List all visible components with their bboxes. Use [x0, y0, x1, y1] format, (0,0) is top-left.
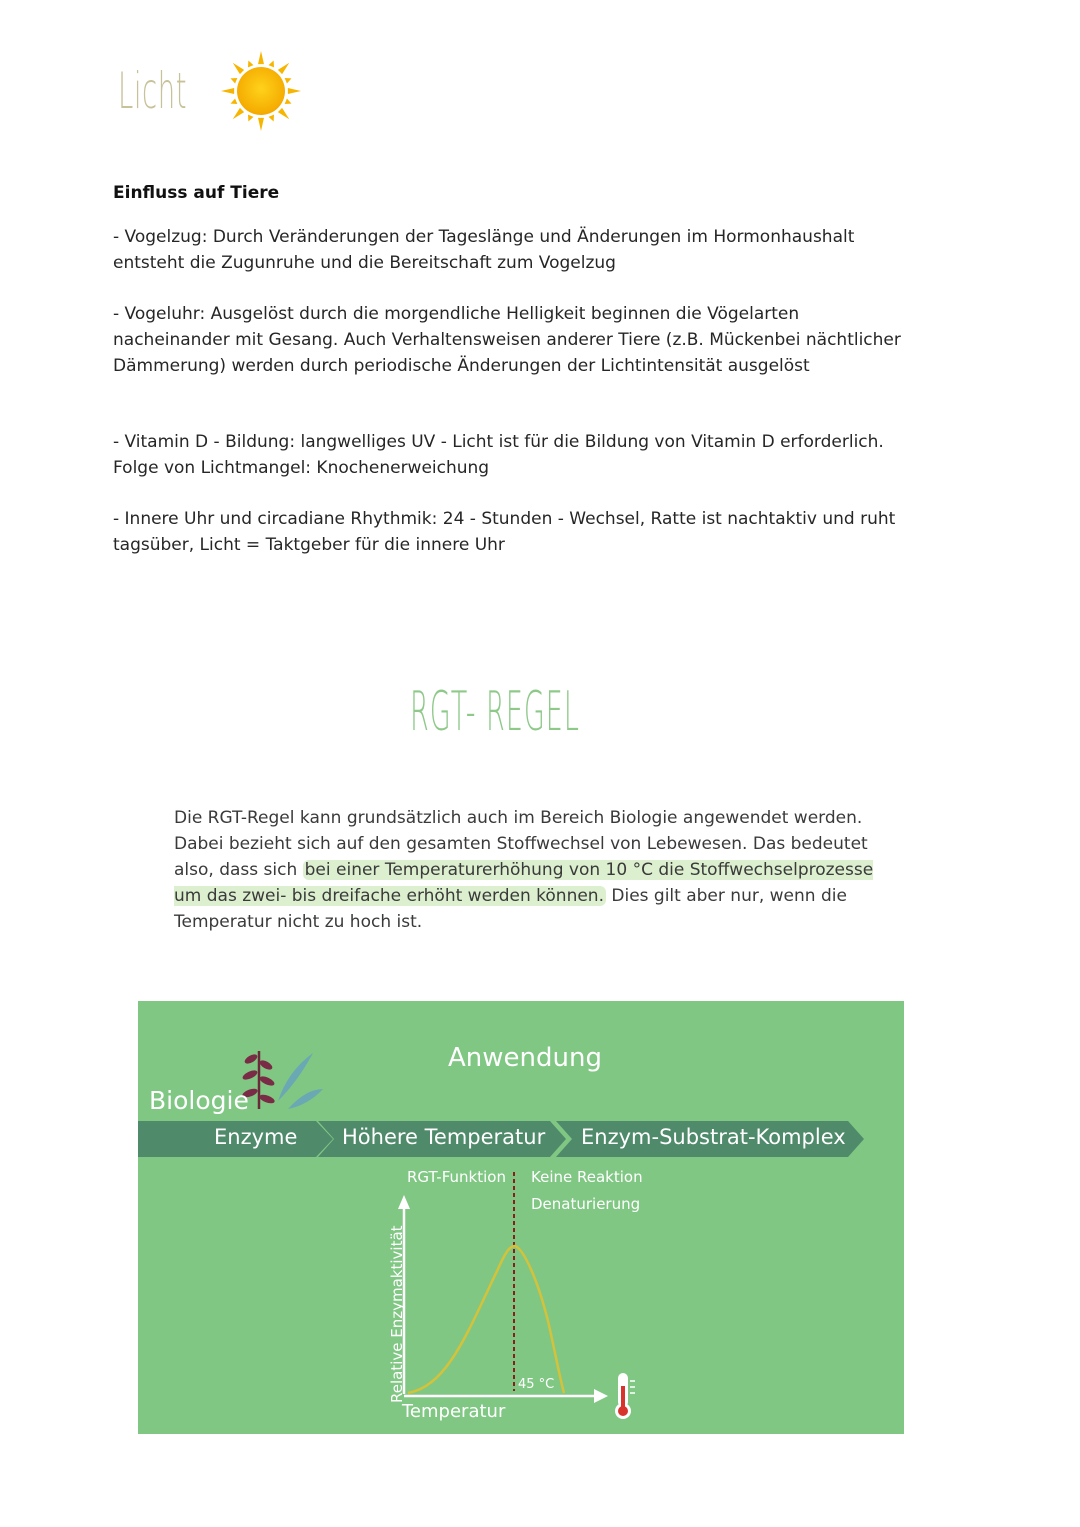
sun-ray	[258, 118, 264, 131]
arrow-label-enzyme: Enzyme	[214, 1125, 298, 1149]
sun-ray	[258, 51, 264, 64]
paragraph-rgt-regel	[174, 805, 894, 935]
arrow-label-enzym-substrat-komplex: Enzym-Substrat-Komplex	[581, 1125, 846, 1149]
sun-ray	[233, 108, 244, 119]
paragraph-vogelzug: - Vogelzug: Durch Veränderungen der Tageslänge und Änderungen im Hormonhaushalt entsteht die Zugunruhe und die Bereitschaft zum Vogelzug	[113, 227, 855, 273]
sun-icon	[218, 46, 304, 132]
label-keine-reaktion: Keine Reaktion	[531, 1168, 643, 1186]
arrow-label-hoehere-temperatur: Höhere Temperatur	[342, 1125, 546, 1149]
diagram-heading: Anwendung	[448, 1043, 602, 1073]
rgt-text-start: Die RGT-Regel kann grundsätzlich auch im Bereich Biologie angewendet werden. Dabei bezieht sich auf den gesamten Stoffwechsel von Lebewesen. Das bedeutet also, dass sich	[174, 808, 868, 880]
sun-ray	[233, 63, 244, 74]
label-denaturierung: Denaturierung	[531, 1195, 641, 1213]
title-rgt-regel: RGT- REGEL	[410, 680, 580, 743]
sun-ray	[248, 61, 253, 68]
paragraph-vitamin-d: - Vitamin D - Bildung: langwelliges UV - Licht ist für die Bildung von Vitamin D erforderlich. Folge von Lichtmangel: Knochenerweichung	[113, 432, 884, 478]
y-axis-label: Relative Enzymaktivität	[388, 1225, 406, 1403]
sun-ray	[231, 78, 238, 83]
sun-ray	[269, 115, 274, 122]
x-axis-label: Temperatur	[402, 1401, 506, 1422]
marker-label-45c: 45 °C	[518, 1377, 555, 1392]
label-biologie: Biologie	[149, 1086, 249, 1115]
diagram-panel	[138, 1001, 904, 1434]
sun-ray	[285, 99, 292, 104]
heading-einfluss-auf-tiere: Einfluss auf Tiere	[113, 183, 280, 203]
sun-ray	[269, 61, 274, 68]
sun-ray	[278, 63, 289, 74]
label-rgt-funktion: RGT-Funktion	[407, 1168, 506, 1186]
sun-ray	[231, 99, 238, 104]
leaf-plant-icon	[241, 1051, 323, 1109]
sun-ray	[288, 88, 301, 94]
rgt-text-end: Dies gilt aber nur, wenn die Temperatur nicht zu hoch ist.	[174, 886, 847, 932]
sun-ray	[285, 78, 292, 83]
paragraph-vogeluhr: - Vogeluhr: Ausgelöst durch die morgendliche Helligkeit beginnen die Vögelarten nacheinander mit Gesang. Auch Verhaltensweisen anderer Tiere (z.B. Mückenbei nächtlicher Dämmerung) werden durch periodische Änderungen der Lichtintensität ausgelöst	[113, 304, 901, 376]
enzyme-activity-curve	[408, 1246, 564, 1393]
sun-ray	[221, 88, 234, 94]
rgt-text-highlight: bei einer Temperaturerhöhung von 10 °C die Stoffwechselprozesse um das zwei- bis dreifache erhöht werden können.	[174, 860, 874, 906]
paragraph-innere-uhr: - Innere Uhr und circadiane Rhythmik: 24 - Stunden - Wechsel, Ratte ist nachtaktiv und ruht tagsüber, Licht = Taktgeber für die innere Uhr	[113, 509, 896, 555]
sun-ray	[248, 115, 253, 122]
sun-ray	[278, 108, 289, 119]
thermometer-icon	[615, 1373, 635, 1419]
title-licht: Licht	[118, 62, 188, 120]
